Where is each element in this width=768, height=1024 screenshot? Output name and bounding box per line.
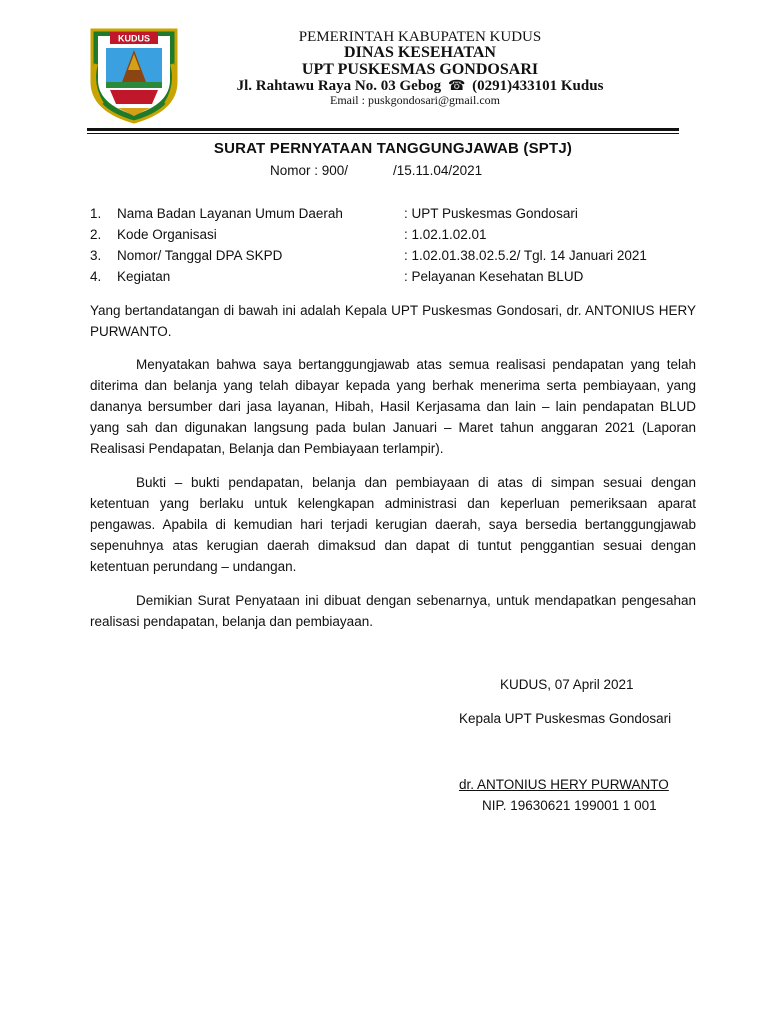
info-label: Kode Organisasi — [117, 227, 217, 242]
signer-name: dr. ANTONIUS HERY PURWANTO — [459, 777, 669, 792]
phone-text: (0291)433101 Kudus — [472, 78, 604, 94]
info-label: Kegiatan — [117, 269, 171, 284]
document-title: SURAT PERNYATAAN TANGGUNGJAWAB (SPTJ) — [213, 140, 573, 157]
email-line: Email : puskgondosari@gmail.com — [329, 93, 501, 107]
closing-paragraph: Demikian Surat Penyataan ini dibuat dengan sebenarnya, untuk mendapatkan pengesahan realisasi pendapatan, belanja dan pembiayaan. — [90, 593, 696, 629]
government-name: PEMERINTAH KABUPATEN KUDUS — [298, 29, 542, 45]
intro-paragraph: Yang bertandatangan di bawah ini adalah Kepala UPT Puskesmas Gondosari, dr. ANTONIUS HERY PURWANTO. — [90, 303, 696, 339]
emblem-text: KUDUS — [117, 33, 151, 44]
unit-name: UPT PUSKESMAS GONDOSARI — [301, 61, 539, 78]
info-value: : UPT Puskesmas Gondosari — [404, 206, 578, 221]
signer-position: Kepala UPT Puskesmas Gondosari — [459, 711, 672, 726]
address-text: Jl. Rahtawu Raya No. 03 Gebog — [236, 78, 442, 94]
info-value: : 1.02.1.02.01 — [404, 227, 487, 242]
letterhead-thick-rule — [87, 128, 679, 131]
info-label: Nomor/ Tanggal DPA SKPD — [117, 248, 283, 263]
info-value: : Pelayanan Kesehatan BLUD — [404, 269, 584, 284]
letterhead-thin-rule — [87, 133, 679, 134]
info-number: 3. — [90, 248, 102, 263]
place-date: KUDUS, 07 April 2021 — [500, 677, 634, 692]
info-number: 1. — [90, 206, 102, 221]
statement-paragraph: Menyatakan bahwa saya bertanggungjawab atas semua realisasi pendapatan yang telah diterima dan belanja yang telah dibayar kepada yang berhak menerima serta pembiayaan, yang dananya bersumber dari jasa layanan, Hibah, Hasil Kerjasama dan lain – lain pendapatan BLUD yang sah dan digunakan langsung pada bulan Januari – Maret tahun anggaran 2021 (Laporan Realisasi Pendapatan, Belanja dan Pembiayaan terlampir). — [90, 357, 696, 456]
info-value: : 1.02.01.38.02.5.2/ Tgl. 14 Januari 2021 — [404, 248, 647, 263]
info-label: Nama Badan Layanan Umum Daerah — [117, 206, 343, 221]
signer-nip: NIP. 19630621 199001 1 001 — [482, 798, 657, 813]
document-number: Nomor : 900/ /15.11.04/2021 — [270, 163, 483, 178]
info-number: 2. — [90, 227, 102, 242]
department-name: DINAS KESEHATAN — [344, 44, 496, 61]
kudus-emblem-logo — [88, 24, 180, 124]
evidence-paragraph: Bukti – bukti pendapatan, belanja dan pembiayaan di atas di simpan sesuai dengan ketentuan yang berlaku untuk kelengkapan administrasi dan keperluan pemeriksaan aparat pengawas. Apabila di kemudian hari terjadi kerugian daerah, saya bersedia bertanggungjawab sepenuhnya atas kerugian daerah dimaksud dan dapat di tuntut penggantian sesuai dengan ketentuan perundang – undangan. — [90, 475, 696, 574]
telephone-icon: ☎ — [447, 79, 466, 94]
info-number: 4. — [90, 269, 102, 284]
